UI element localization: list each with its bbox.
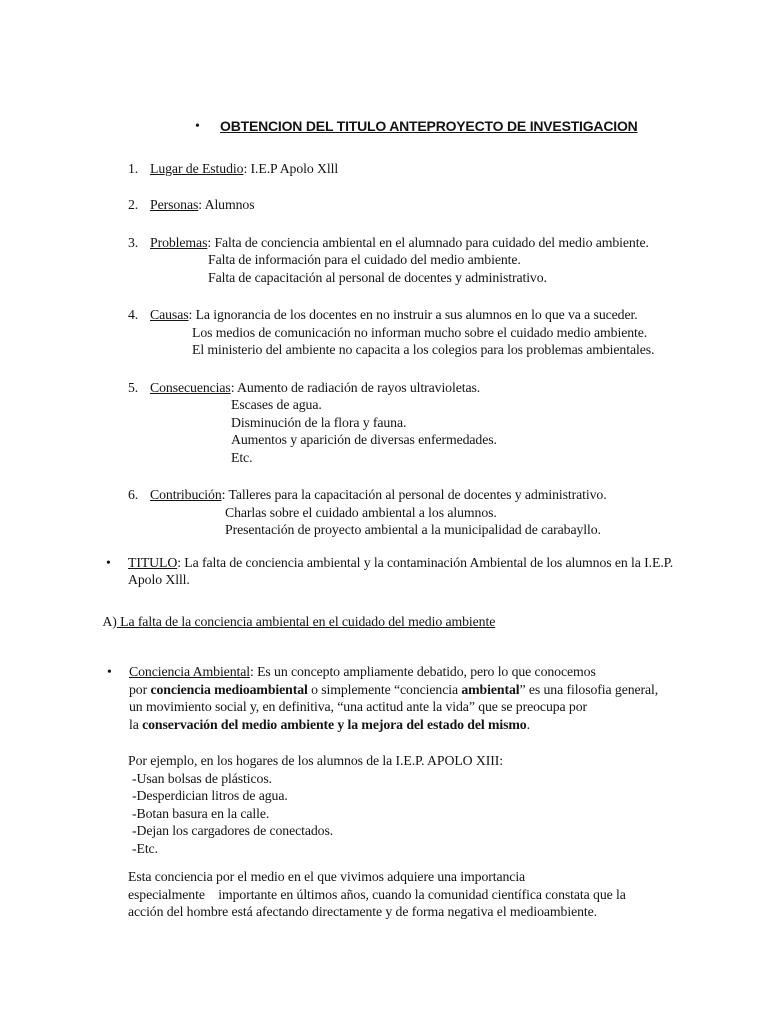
item-continuation-line: Escases de agua. [231, 397, 322, 412]
text-run: por [129, 681, 151, 697]
bullet-icon: • [107, 664, 112, 679]
item-text: : I.E.P Apolo Xlll [243, 160, 339, 176]
titulo-section [106, 554, 768, 589]
list-item-number: 4. [128, 307, 139, 322]
list-item-line [150, 160, 768, 178]
list-item-line [150, 379, 768, 397]
item-label: Problemas [150, 234, 208, 250]
list-item-number: 5. [128, 379, 139, 395]
section-a-heading [89, 596, 768, 649]
list-item-line [150, 234, 768, 252]
item-text: : La ignorancia de los docentes en no instruir a sus alumnos en lo que va a suceder. [188, 307, 638, 322]
item-continuation-line: Aumentos y aparición de diversas enfermedades. [231, 432, 497, 447]
list-item-number: 2. [128, 197, 139, 212]
conciencia-line2 [129, 681, 768, 699]
text-run: o simplemente “conciencia [307, 681, 462, 697]
list-item-personas [128, 196, 768, 214]
list-item-causas [128, 306, 768, 359]
titulo-line2: Apolo Xlll. [128, 572, 190, 587]
item-label: Personas [150, 197, 199, 212]
closing-line3: acción del hombre está afectando directamente y de forma negativa el medioambiente. [128, 904, 598, 919]
list-item-lugar [128, 160, 768, 178]
list-item-line [150, 306, 768, 324]
item-continuation-line: Disminución de la flora y fauna. [231, 414, 407, 430]
list-item-number: 3. [128, 234, 139, 250]
bullet-icon: • [106, 554, 111, 570]
text-run: ” es una filosofia general, [519, 681, 659, 697]
text-run: la [129, 716, 143, 732]
bold-run: conservación del medio ambiente y la mejora del estado del mismo [142, 716, 527, 732]
item-continuation-line: Falta de información para el cuidado del medio ambiente. [208, 252, 521, 267]
item-label: Lugar de Estudio [150, 160, 244, 176]
conciencia-text: : Es un concepto ampliamente debatido, pero lo que conocemos [250, 664, 596, 679]
conciencia-label: Conciencia Ambiental [129, 664, 250, 679]
list-item-number: 1. [128, 160, 139, 176]
document-title: OBTENCION DEL TITULO ANTEPROYECTO DE INVESTIGACION [220, 118, 638, 134]
dash-list-item: -Dejan los cargadores de conectados. [132, 823, 334, 838]
ejemplo-section [128, 752, 768, 857]
titulo-line [128, 554, 768, 572]
text-run: . [526, 716, 530, 732]
list-item-line [150, 486, 768, 504]
closing-paragraph [128, 868, 768, 921]
closing-line2: especialmente importante en últimos años, cuando la comunidad científica constata que la [128, 886, 626, 902]
item-continuation-line: El ministerio del ambiente no capacita a los colegios para los problemas ambientales. [192, 342, 655, 357]
list-item-contribucion [128, 486, 768, 539]
item-text: : Falta de conciencia ambiental en el alumnado para cuidado del medio ambiente. [207, 234, 649, 250]
item-label: Consecuencias [150, 379, 231, 395]
item-continuation-line: Falta de capacitación al personal de docentes y administrativo. [208, 269, 547, 285]
bold-run: ambiental [461, 681, 520, 697]
item-continuation-line: Charlas sobre el cuidado ambiental a los alumnos. [225, 504, 497, 520]
dash-list-item: -Desperdician litros de agua. [132, 788, 288, 803]
bullet-icon: • [195, 119, 200, 134]
item-text: : Alumnos [198, 197, 255, 212]
dash-list-item: -Usan bolsas de plásticos. [132, 770, 272, 786]
item-continuation-line: Etc. [231, 449, 253, 465]
item-text: : Talleres para la capacitación al personal de docentes y administrativo. [221, 487, 607, 502]
item-continuation-line: Presentación de proyecto ambiental a la municipalidad de carabayllo. [225, 522, 601, 537]
conciencia-line3: un movimiento social y, en definitiva, “una actitud ante la vida” que se preocupa por [129, 699, 588, 714]
titulo-text: : La falta de conciencia ambiental y la contaminación Ambiental de los alumnos en la I.E.P. [177, 554, 674, 570]
ejemplo-intro: Por ejemplo, en los hogares de los alumnos de la I.E.P. APOLO XIII: [128, 753, 503, 768]
list-item-problemas [128, 234, 768, 287]
item-text: : Aumento de radiación de rayos ultravioletas. [230, 379, 481, 395]
list-item-line [150, 196, 768, 214]
item-continuation-line: Los medios de comunicación no informan mucho sobre el cuidado medio ambiente. [192, 324, 648, 340]
section-a-text: La falta de la conciencia ambiental en el cuidado del medio ambiente [116, 614, 496, 629]
conciencia-line1 [129, 663, 768, 681]
item-label: Causas [150, 307, 189, 322]
dash-list-item: -Etc. [132, 840, 158, 856]
section-a-prefix: A) [102, 614, 117, 629]
conciencia-line4 [129, 716, 768, 734]
closing-line1: Esta conciencia por el medio en el que vivimos adquiere una importancia [128, 869, 526, 884]
document-title-row [195, 118, 768, 136]
bold-run: conciencia medioambiental [150, 681, 308, 697]
list-item-consecuencias [128, 379, 768, 467]
dash-list-item: -Botan basura en la calle. [132, 805, 270, 821]
titulo-label: TITULO [128, 554, 178, 570]
item-label: Contribución [150, 487, 222, 502]
conciencia-section [107, 663, 768, 733]
list-item-number: 6. [128, 487, 139, 502]
